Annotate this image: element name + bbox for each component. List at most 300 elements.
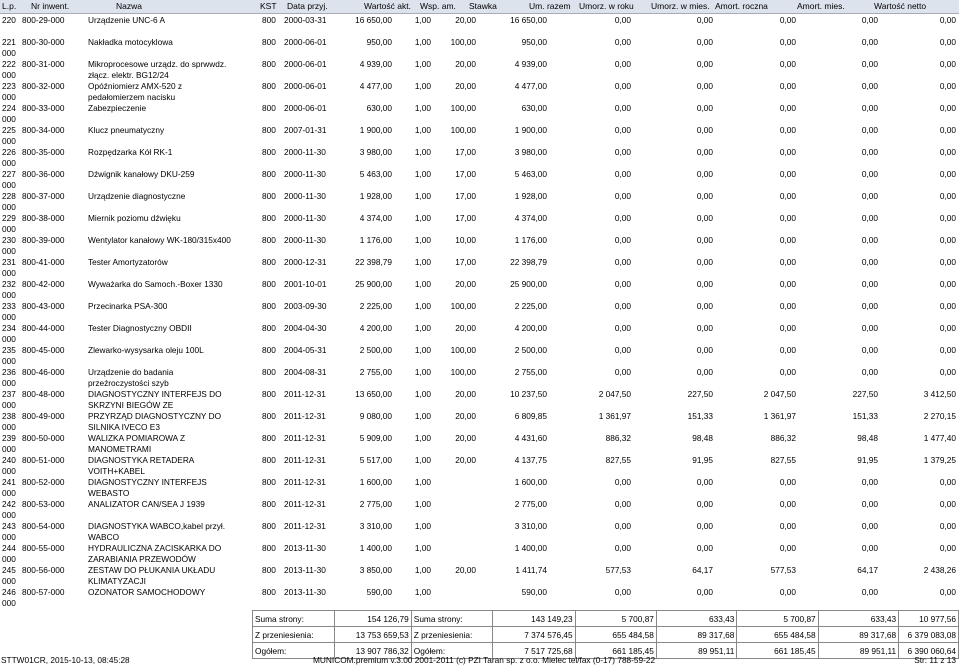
cell-wsp: 1,00 <box>414 499 431 509</box>
table-row <box>0 455 959 477</box>
cell-lp: 227 <box>2 169 16 179</box>
cell-lp: 222 <box>2 59 16 69</box>
cell-kst: 800 <box>262 367 276 377</box>
cell-um: 1 600,00 <box>514 477 547 487</box>
cell-st: 100,00 <box>450 345 476 355</box>
cell-uwm: 0,00 <box>696 543 713 553</box>
cell-uwr: 0,00 <box>614 521 631 531</box>
cell-date: 2011-12-31 <box>284 455 326 465</box>
cell-um: 6 809,85 <box>514 411 547 421</box>
cell-uwr: 0,00 <box>614 15 631 25</box>
cell-nr-suffix: 000 <box>2 554 16 564</box>
cell-kst: 800 <box>262 301 276 311</box>
cell-uwr: 0,00 <box>614 59 631 69</box>
cell-kst: 800 <box>262 59 276 69</box>
table-row <box>0 15 959 37</box>
cell-net: 3 412,50 <box>923 389 956 399</box>
cell-st: 17,00 <box>455 213 476 223</box>
cell-akt: 630,00 <box>366 103 392 113</box>
cell-net: 0,00 <box>939 15 956 25</box>
cell-ar: 827,55 <box>770 455 796 465</box>
cell-nr1: 800-50-000 <box>22 433 65 443</box>
cell-name-line2: WABCO <box>88 532 120 542</box>
cell-lp: 229 <box>2 213 16 223</box>
cell-nr1: 800-36-000 <box>22 169 65 179</box>
column-header: Nr inwent. <box>31 1 70 11</box>
cell-date: 2000-11-30 <box>284 213 326 223</box>
cell-akt: 4 200,00 <box>359 323 392 333</box>
cell-kst: 800 <box>262 103 276 113</box>
cell-lp: 230 <box>2 235 16 245</box>
cell-n1: Przecinarka PSA-300 <box>88 301 168 311</box>
cell-nr1: 800-37-000 <box>22 191 65 201</box>
table-row <box>0 389 959 411</box>
cell-wsp: 1,00 <box>414 367 431 377</box>
cell-wsp: 1,00 <box>414 213 431 223</box>
cell-net: 0,00 <box>939 499 956 509</box>
cell-n1: Miernik poziomu dźwięku <box>88 213 181 223</box>
cell-date: 2001-10-01 <box>284 279 327 289</box>
cell-lp: 226 <box>2 147 16 157</box>
cell-uwm: 0,00 <box>696 15 713 25</box>
cell-st: 100,00 <box>450 125 476 135</box>
cell-wsp: 1,00 <box>414 15 431 25</box>
cell-nr1: 800-39-000 <box>22 235 65 245</box>
cell-name-line2: złącz. elektr. BG12/24 <box>88 70 169 80</box>
cell-kst: 800 <box>262 81 276 91</box>
cell-st: 20,00 <box>455 279 476 289</box>
column-header: Um. razem <box>529 1 571 11</box>
summary-uwm: 633,43 <box>656 611 737 627</box>
cell-kst: 800 <box>262 15 276 25</box>
cell-um: 5 463,00 <box>514 169 547 179</box>
cell-uwr: 0,00 <box>614 499 631 509</box>
cell-wsp: 1,00 <box>414 257 431 267</box>
cell-ar: 0,00 <box>779 191 796 201</box>
cell-am: 0,00 <box>861 213 878 223</box>
cell-akt: 5 517,00 <box>359 455 392 465</box>
cell-am: 227,50 <box>852 389 878 399</box>
cell-nr1: 800-41-000 <box>22 257 65 267</box>
cell-wsp: 1,00 <box>414 543 431 553</box>
cell-uwm: 0,00 <box>696 59 713 69</box>
cell-net: 0,00 <box>939 235 956 245</box>
cell-n1: Nakładka motocyklowa <box>88 37 173 47</box>
cell-name-line2: KLIMATYZACJI <box>88 576 146 586</box>
cell-ar: 0,00 <box>779 169 796 179</box>
cell-ar: 0,00 <box>779 345 796 355</box>
cell-um: 590,00 <box>521 587 547 597</box>
cell-kst: 800 <box>262 455 276 465</box>
cell-nr1: 800-56-000 <box>22 565 65 575</box>
cell-n1: Zlewarko-wysysarka oleju 100L <box>88 345 204 355</box>
cell-um: 4 374,00 <box>514 213 547 223</box>
cell-nr1: 800-54-000 <box>22 521 65 531</box>
cell-n1: DIAGNOSTYKA RETADERA <box>88 455 195 465</box>
cell-wsp: 1,00 <box>414 411 431 421</box>
cell-ar: 886,32 <box>770 433 796 443</box>
cell-name-line2: SILNIKA IVECO E3 <box>88 422 160 432</box>
table-row <box>0 235 959 257</box>
cell-nr1: 800-51-000 <box>22 455 65 465</box>
cell-um: 2 225,00 <box>514 301 547 311</box>
cell-uwm: 0,00 <box>696 81 713 91</box>
cell-uwr: 0,00 <box>614 367 631 377</box>
cell-date: 2013-11-30 <box>284 543 326 553</box>
cell-date: 2000-11-30 <box>284 169 326 179</box>
cell-st: 20,00 <box>455 411 476 421</box>
cell-st: 20,00 <box>455 565 476 575</box>
cell-akt: 2 755,00 <box>359 367 392 377</box>
cell-akt: 950,00 <box>366 37 392 47</box>
cell-lp: 225 <box>2 125 16 135</box>
cell-st: 20,00 <box>455 389 476 399</box>
cell-akt: 3 980,00 <box>359 147 392 157</box>
cell-nr1: 800-52-000 <box>22 477 65 487</box>
cell-akt: 4 374,00 <box>359 213 392 223</box>
cell-um: 16 650,00 <box>510 15 547 25</box>
table-row <box>0 345 959 367</box>
summary-v1: 13 753 659,53 <box>334 627 411 643</box>
cell-wsp: 1,00 <box>414 235 431 245</box>
cell-wsp: 1,00 <box>414 103 431 113</box>
cell-akt: 5 909,00 <box>359 433 392 443</box>
cell-uwr: 0,00 <box>614 147 631 157</box>
cell-nr-suffix: 000 <box>2 224 16 234</box>
cell-am: 0,00 <box>861 257 878 267</box>
cell-name-line2: VOITH+KABEL <box>88 466 145 476</box>
summary-net: 10 977,56 <box>899 611 959 627</box>
summary-ar: 5 700,87 <box>737 611 818 627</box>
cell-lp: 220 <box>2 15 16 25</box>
cell-kst: 800 <box>262 125 276 135</box>
cell-n1: ZESTAW DO PŁUKANIA UKŁADU <box>88 565 216 575</box>
cell-net: 0,00 <box>939 103 956 113</box>
cell-am: 0,00 <box>861 59 878 69</box>
cell-uwr: 827,55 <box>605 455 631 465</box>
cell-lp: 223 <box>2 81 16 91</box>
cell-ar: 0,00 <box>779 37 796 47</box>
cell-um: 1 176,00 <box>514 235 547 245</box>
cell-st: 100,00 <box>450 301 476 311</box>
cell-lp: 244 <box>2 543 16 553</box>
cell-nr1: 800-45-000 <box>22 345 65 355</box>
cell-um: 1 400,00 <box>514 543 547 553</box>
cell-akt: 4 477,00 <box>359 81 392 91</box>
table-row <box>0 301 959 323</box>
summary-v1: 154 126,79 <box>334 611 411 627</box>
cell-net: 0,00 <box>939 587 956 597</box>
cell-ar: 0,00 <box>779 301 796 311</box>
summary-v1: 13 907 786,32 <box>334 643 411 659</box>
column-header: Wartość akt. <box>364 1 411 11</box>
cell-uwm: 91,95 <box>692 455 713 465</box>
cell-uwr: 0,00 <box>614 81 631 91</box>
cell-net: 0,00 <box>939 543 956 553</box>
summary-uwm: 89 317,68 <box>656 627 737 643</box>
cell-uwm: 0,00 <box>696 103 713 113</box>
cell-nr-suffix: 000 <box>2 70 16 80</box>
cell-am: 0,00 <box>861 169 878 179</box>
cell-wsp: 1,00 <box>414 301 431 311</box>
cell-date: 2000-11-30 <box>284 235 326 245</box>
cell-kst: 800 <box>262 147 276 157</box>
cell-um: 2 755,00 <box>514 367 547 377</box>
cell-name-line2: przeźroczystości szyb <box>88 378 169 388</box>
cell-date: 2007-01-31 <box>284 125 327 135</box>
cell-am: 98,48 <box>857 433 878 443</box>
table-row <box>0 323 959 345</box>
cell-akt: 3 850,00 <box>359 565 392 575</box>
summary-table <box>252 610 959 659</box>
cell-nr1: 800-34-000 <box>22 125 65 135</box>
cell-kst: 800 <box>262 521 276 531</box>
cell-kst: 800 <box>262 257 276 267</box>
cell-uwr: 0,00 <box>614 213 631 223</box>
cell-st: 20,00 <box>455 455 476 465</box>
table-row <box>0 59 959 81</box>
cell-uwr: 0,00 <box>614 169 631 179</box>
cell-wsp: 1,00 <box>414 587 431 597</box>
cell-um: 4 137,75 <box>514 455 547 465</box>
table-row <box>0 81 959 103</box>
cell-ar: 1 361,97 <box>763 411 796 421</box>
cell-nr-suffix: 000 <box>2 488 16 498</box>
cell-date: 2011-12-31 <box>284 433 326 443</box>
cell-um: 950,00 <box>521 37 547 47</box>
table-row <box>0 213 959 235</box>
cell-akt: 3 310,00 <box>359 521 392 531</box>
cell-date: 2000-06-01 <box>284 59 327 69</box>
cell-name-line2: MANOMETRAMI <box>88 444 152 454</box>
cell-net: 0,00 <box>939 279 956 289</box>
cell-nr1: 800-31-000 <box>22 59 65 69</box>
cell-uwm: 151,33 <box>687 411 713 421</box>
cell-um: 3 310,00 <box>514 521 547 531</box>
cell-lp: 245 <box>2 565 16 575</box>
cell-n1: DIAGNOSTYKA WABCO,kabel przył. <box>88 521 226 531</box>
cell-lp: 246 <box>2 587 16 597</box>
footer-report-id: STTW01CR, 2015-10-13, 08:45:28 <box>1 655 130 665</box>
table-row <box>0 257 959 279</box>
table-row <box>0 191 959 213</box>
cell-date: 2000-11-30 <box>284 191 326 201</box>
cell-wsp: 1,00 <box>414 477 431 487</box>
cell-uwr: 0,00 <box>614 587 631 597</box>
cell-am: 64,17 <box>857 565 878 575</box>
cell-um: 4 431,60 <box>514 433 547 443</box>
cell-nr1: 800-44-000 <box>22 323 65 333</box>
cell-date: 2000-06-01 <box>284 103 327 113</box>
cell-akt: 1 900,00 <box>359 125 392 135</box>
cell-lp: 236 <box>2 367 16 377</box>
column-header: Stawka <box>469 1 497 11</box>
cell-uwr: 0,00 <box>614 543 631 553</box>
summary-label2: Z przeniesienia: <box>411 627 493 643</box>
cell-uwm: 0,00 <box>696 191 713 201</box>
cell-wsp: 1,00 <box>414 125 431 135</box>
cell-akt: 1 176,00 <box>359 235 392 245</box>
cell-am: 0,00 <box>861 103 878 113</box>
cell-ar: 0,00 <box>779 279 796 289</box>
cell-ar: 0,00 <box>779 323 796 333</box>
cell-uwm: 64,17 <box>692 565 713 575</box>
cell-nr-suffix: 000 <box>2 158 16 168</box>
cell-ar: 2 047,50 <box>763 389 796 399</box>
cell-net: 0,00 <box>939 345 956 355</box>
cell-lp: 224 <box>2 103 16 113</box>
column-header: Wartość netto <box>874 1 927 11</box>
column-header: Umorz. w mies. <box>651 1 710 11</box>
cell-wsp: 1,00 <box>414 37 431 47</box>
cell-kst: 800 <box>262 543 276 553</box>
cell-lp: 228 <box>2 191 16 201</box>
cell-nr1: 800-38-000 <box>22 213 65 223</box>
summary-ar: 661 185,45 <box>737 643 818 659</box>
cell-um: 22 398,79 <box>510 257 547 267</box>
cell-nr1: 800-48-000 <box>22 389 65 399</box>
cell-um: 4 477,00 <box>514 81 547 91</box>
cell-ar: 0,00 <box>779 499 796 509</box>
cell-am: 0,00 <box>861 499 878 509</box>
cell-n1: WALIZKA POMIAROWA Z <box>88 433 186 443</box>
cell-uwr: 577,53 <box>605 565 631 575</box>
cell-wsp: 1,00 <box>414 345 431 355</box>
cell-ar: 0,00 <box>779 543 796 553</box>
cell-n1: OZONATOR SAMOCHODOWY <box>88 587 206 597</box>
cell-name-line2: pedałomierzem nacisku <box>88 92 176 102</box>
cell-uwm: 0,00 <box>696 323 713 333</box>
cell-wsp: 1,00 <box>414 81 431 91</box>
cell-akt: 13 650,00 <box>355 389 392 399</box>
cell-akt: 9 080,00 <box>359 411 392 421</box>
cell-net: 0,00 <box>939 257 956 267</box>
cell-date: 2004-08-31 <box>284 367 327 377</box>
cell-net: 0,00 <box>939 521 956 531</box>
cell-akt: 1 928,00 <box>359 191 392 201</box>
cell-date: 2004-05-31 <box>284 345 327 355</box>
cell-ar: 0,00 <box>779 477 796 487</box>
cell-n1: Zabezpieczenie <box>88 103 147 113</box>
cell-st: 100,00 <box>450 367 476 377</box>
cell-st: 20,00 <box>455 59 476 69</box>
summary-uwm: 89 951,11 <box>656 643 737 659</box>
cell-kst: 800 <box>262 587 276 597</box>
cell-akt: 16 650,00 <box>355 15 392 25</box>
cell-uwr: 2 047,50 <box>598 389 631 399</box>
cell-am: 0,00 <box>861 345 878 355</box>
cell-st: 17,00 <box>455 257 476 267</box>
table-row <box>0 587 959 609</box>
table-row <box>0 565 959 587</box>
cell-uwr: 0,00 <box>614 103 631 113</box>
cell-um: 10 237,50 <box>510 389 547 399</box>
cell-akt: 590,00 <box>366 587 392 597</box>
cell-am: 0,00 <box>861 323 878 333</box>
cell-net: 1 477,40 <box>923 433 956 443</box>
cell-uwr: 1 361,97 <box>598 411 631 421</box>
cell-date: 2011-12-31 <box>284 389 326 399</box>
cell-am: 0,00 <box>861 125 878 135</box>
cell-lp: 240 <box>2 455 16 465</box>
cell-wsp: 1,00 <box>414 147 431 157</box>
summary-uwr: 5 700,87 <box>575 611 656 627</box>
cell-wsp: 1,00 <box>414 389 431 399</box>
table-row <box>0 125 959 147</box>
cell-wsp: 1,00 <box>414 433 431 443</box>
cell-uwm: 0,00 <box>696 477 713 487</box>
cell-nr-suffix: 000 <box>2 202 16 212</box>
summary-am: 633,43 <box>818 611 899 627</box>
cell-am: 0,00 <box>861 81 878 91</box>
cell-n1: Urządzenie diagnostyczne <box>88 191 186 201</box>
cell-kst: 800 <box>262 235 276 245</box>
footer-software: MUNICOM.premium v.3.00 2001-2011 (c) PZI Taran sp. z o.o. Mielec tel/fax (0-17) 788-59-22 <box>313 655 656 665</box>
column-header: L.p. <box>2 1 17 11</box>
cell-ar: 0,00 <box>779 103 796 113</box>
cell-am: 0,00 <box>861 279 878 289</box>
cell-nr-suffix: 000 <box>2 312 16 322</box>
cell-date: 2011-12-31 <box>284 477 326 487</box>
cell-kst: 800 <box>262 345 276 355</box>
cell-date: 2000-12-31 <box>284 257 327 267</box>
cell-kst: 800 <box>262 477 276 487</box>
table-row <box>0 169 959 191</box>
cell-name-line2: WEBASTO <box>88 488 130 498</box>
cell-n1: Urządzenie UNC-6 A <box>88 15 166 25</box>
cell-nr-suffix: 000 <box>2 510 16 520</box>
cell-nr1: 800-53-000 <box>22 499 65 509</box>
cell-wsp: 1,00 <box>414 279 431 289</box>
table-row <box>0 477 959 499</box>
column-header: KST <box>260 1 277 11</box>
summary-uwr: 661 185,45 <box>575 643 656 659</box>
column-header: Nazwa <box>116 1 142 11</box>
cell-uwm: 0,00 <box>696 301 713 311</box>
cell-am: 0,00 <box>861 477 878 487</box>
cell-um: 2 500,00 <box>514 345 547 355</box>
cell-lp: 238 <box>2 411 16 421</box>
cell-nr-suffix: 000 <box>2 114 16 124</box>
cell-lp: 237 <box>2 389 16 399</box>
cell-um: 630,00 <box>521 103 547 113</box>
cell-net: 0,00 <box>939 477 956 487</box>
cell-um: 4 200,00 <box>514 323 547 333</box>
summary-label1: Z przeniesienia: <box>253 627 335 643</box>
cell-kst: 800 <box>262 169 276 179</box>
cell-lp: 242 <box>2 499 16 509</box>
cell-nr-suffix: 000 <box>2 356 16 366</box>
column-header: Data przyj. <box>287 1 328 11</box>
cell-st: 17,00 <box>455 191 476 201</box>
cell-n1: Rozpędzarka Kół RK-1 <box>88 147 173 157</box>
cell-name-line2: ZARABIANIA PRZEWODÓW <box>88 554 196 564</box>
cell-ar: 0,00 <box>779 59 796 69</box>
cell-ar: 0,00 <box>779 125 796 135</box>
cell-uwr: 886,32 <box>605 433 631 443</box>
cell-ar: 0,00 <box>779 15 796 25</box>
cell-am: 0,00 <box>861 543 878 553</box>
summary-um: 7 517 725,68 <box>493 643 575 659</box>
cell-kst: 800 <box>262 213 276 223</box>
cell-lp: 243 <box>2 521 16 531</box>
cell-am: 0,00 <box>861 367 878 377</box>
cell-nr-suffix: 000 <box>2 532 16 542</box>
cell-n1: Urządzenie do badania <box>88 367 174 377</box>
cell-date: 2000-06-01 <box>284 81 327 91</box>
cell-uwr: 0,00 <box>614 257 631 267</box>
footer-page-number: Str: 11 z 13 <box>914 655 956 665</box>
